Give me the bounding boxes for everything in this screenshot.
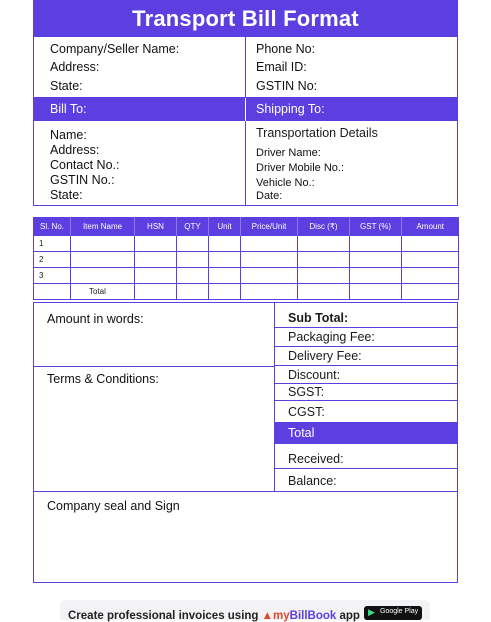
vehicle-no-label: Vehicle No.: <box>256 177 315 189</box>
seller-address-label: Address: <box>50 60 100 74</box>
words-terms-divider <box>33 366 274 367</box>
amount-in-words-label: Amount in words: <box>47 312 144 326</box>
sub-total-row <box>275 309 458 328</box>
table-row <box>34 252 459 268</box>
col-price-unit: Price/Unit <box>241 217 298 236</box>
company-seller-name-label: Company/Seller Name: <box>50 42 180 56</box>
bill-to-state-label: State: <box>50 188 83 202</box>
delivery-fee-label: Delivery Fee: <box>288 349 362 363</box>
balance-row <box>275 469 458 492</box>
email-label: Email ID: <box>256 60 307 74</box>
col-sl-no: Sl. No. <box>34 217 71 236</box>
seller-gstin-label: GSTIN No: <box>256 79 318 93</box>
col-gst: GST (%) <box>350 217 402 236</box>
col-hsn: HSN <box>135 217 177 236</box>
table-total-row <box>34 284 459 300</box>
bill-to-name-label: Name: <box>50 128 87 142</box>
balance-label: Balance: <box>288 473 337 488</box>
bill-to-header-label: Bill To: <box>50 102 87 116</box>
transportation-details-title: Transportation Details <box>256 126 378 140</box>
bill-to-gstin-label: GSTIN No.: <box>50 173 115 187</box>
row-number: 2 <box>34 252 71 268</box>
packaging-fee-label: Packaging Fee: <box>288 330 375 344</box>
cgst-label: CGST: <box>288 404 325 419</box>
phone-label: Phone No: <box>256 42 316 56</box>
table-row <box>34 268 459 284</box>
items-table <box>33 217 459 300</box>
col-unit: Unit <box>209 217 241 236</box>
terms-conditions-label: Terms & Conditions: <box>47 372 159 386</box>
company-seal-label: Company seal and Sign <box>47 499 180 513</box>
row-number: 1 <box>34 236 71 252</box>
sub-total-label: Sub Total: <box>288 311 349 325</box>
col-item-name: Item Name <box>71 217 135 236</box>
items-table-header-row <box>34 217 459 236</box>
table-row <box>34 236 459 252</box>
document-title-bar <box>33 0 458 37</box>
grand-total-label: Total <box>288 426 315 440</box>
received-label: Received: <box>288 452 344 466</box>
col-qty: QTY <box>177 217 209 236</box>
packaging-fee-row <box>275 328 458 347</box>
cgst-row <box>275 401 458 422</box>
shipping-date-label: Date: <box>256 190 283 202</box>
col-amount: Amount <box>402 217 459 236</box>
driver-name-label: Driver Name: <box>256 147 321 159</box>
bill-to-contact-label: Contact No.: <box>50 158 120 172</box>
sgst-label: SGST: <box>288 385 325 399</box>
google-play-badge-text: Google Play <box>380 608 419 615</box>
total-row <box>275 422 458 444</box>
bill-ship-divider <box>245 121 246 206</box>
total-label: Total <box>71 284 135 300</box>
sgst-row <box>275 384 458 401</box>
promo-text: Create professional invoices using ▲myBillBook app <box>68 610 360 622</box>
document-title: Transport Bill Format <box>132 5 359 31</box>
mybillbook-logo-icon: ▲ <box>261 610 274 622</box>
bill-to-address-label: Address: <box>50 143 100 157</box>
shipping-to-header-label: Shipping To: <box>256 102 325 116</box>
discount-row <box>275 366 458 384</box>
col-discount: Disc (₹) <box>298 217 350 236</box>
seller-divider <box>245 37 246 98</box>
received-row <box>275 450 458 469</box>
delivery-fee-row <box>275 347 458 366</box>
google-play-icon: ▶ <box>368 607 375 617</box>
driver-mobile-label: Driver Mobile No.: <box>256 162 345 174</box>
discount-label: Discount: <box>288 367 341 382</box>
google-play-badge[interactable] <box>364 606 422 620</box>
seller-state-label: State: <box>50 79 83 93</box>
row-number: 3 <box>34 268 71 284</box>
